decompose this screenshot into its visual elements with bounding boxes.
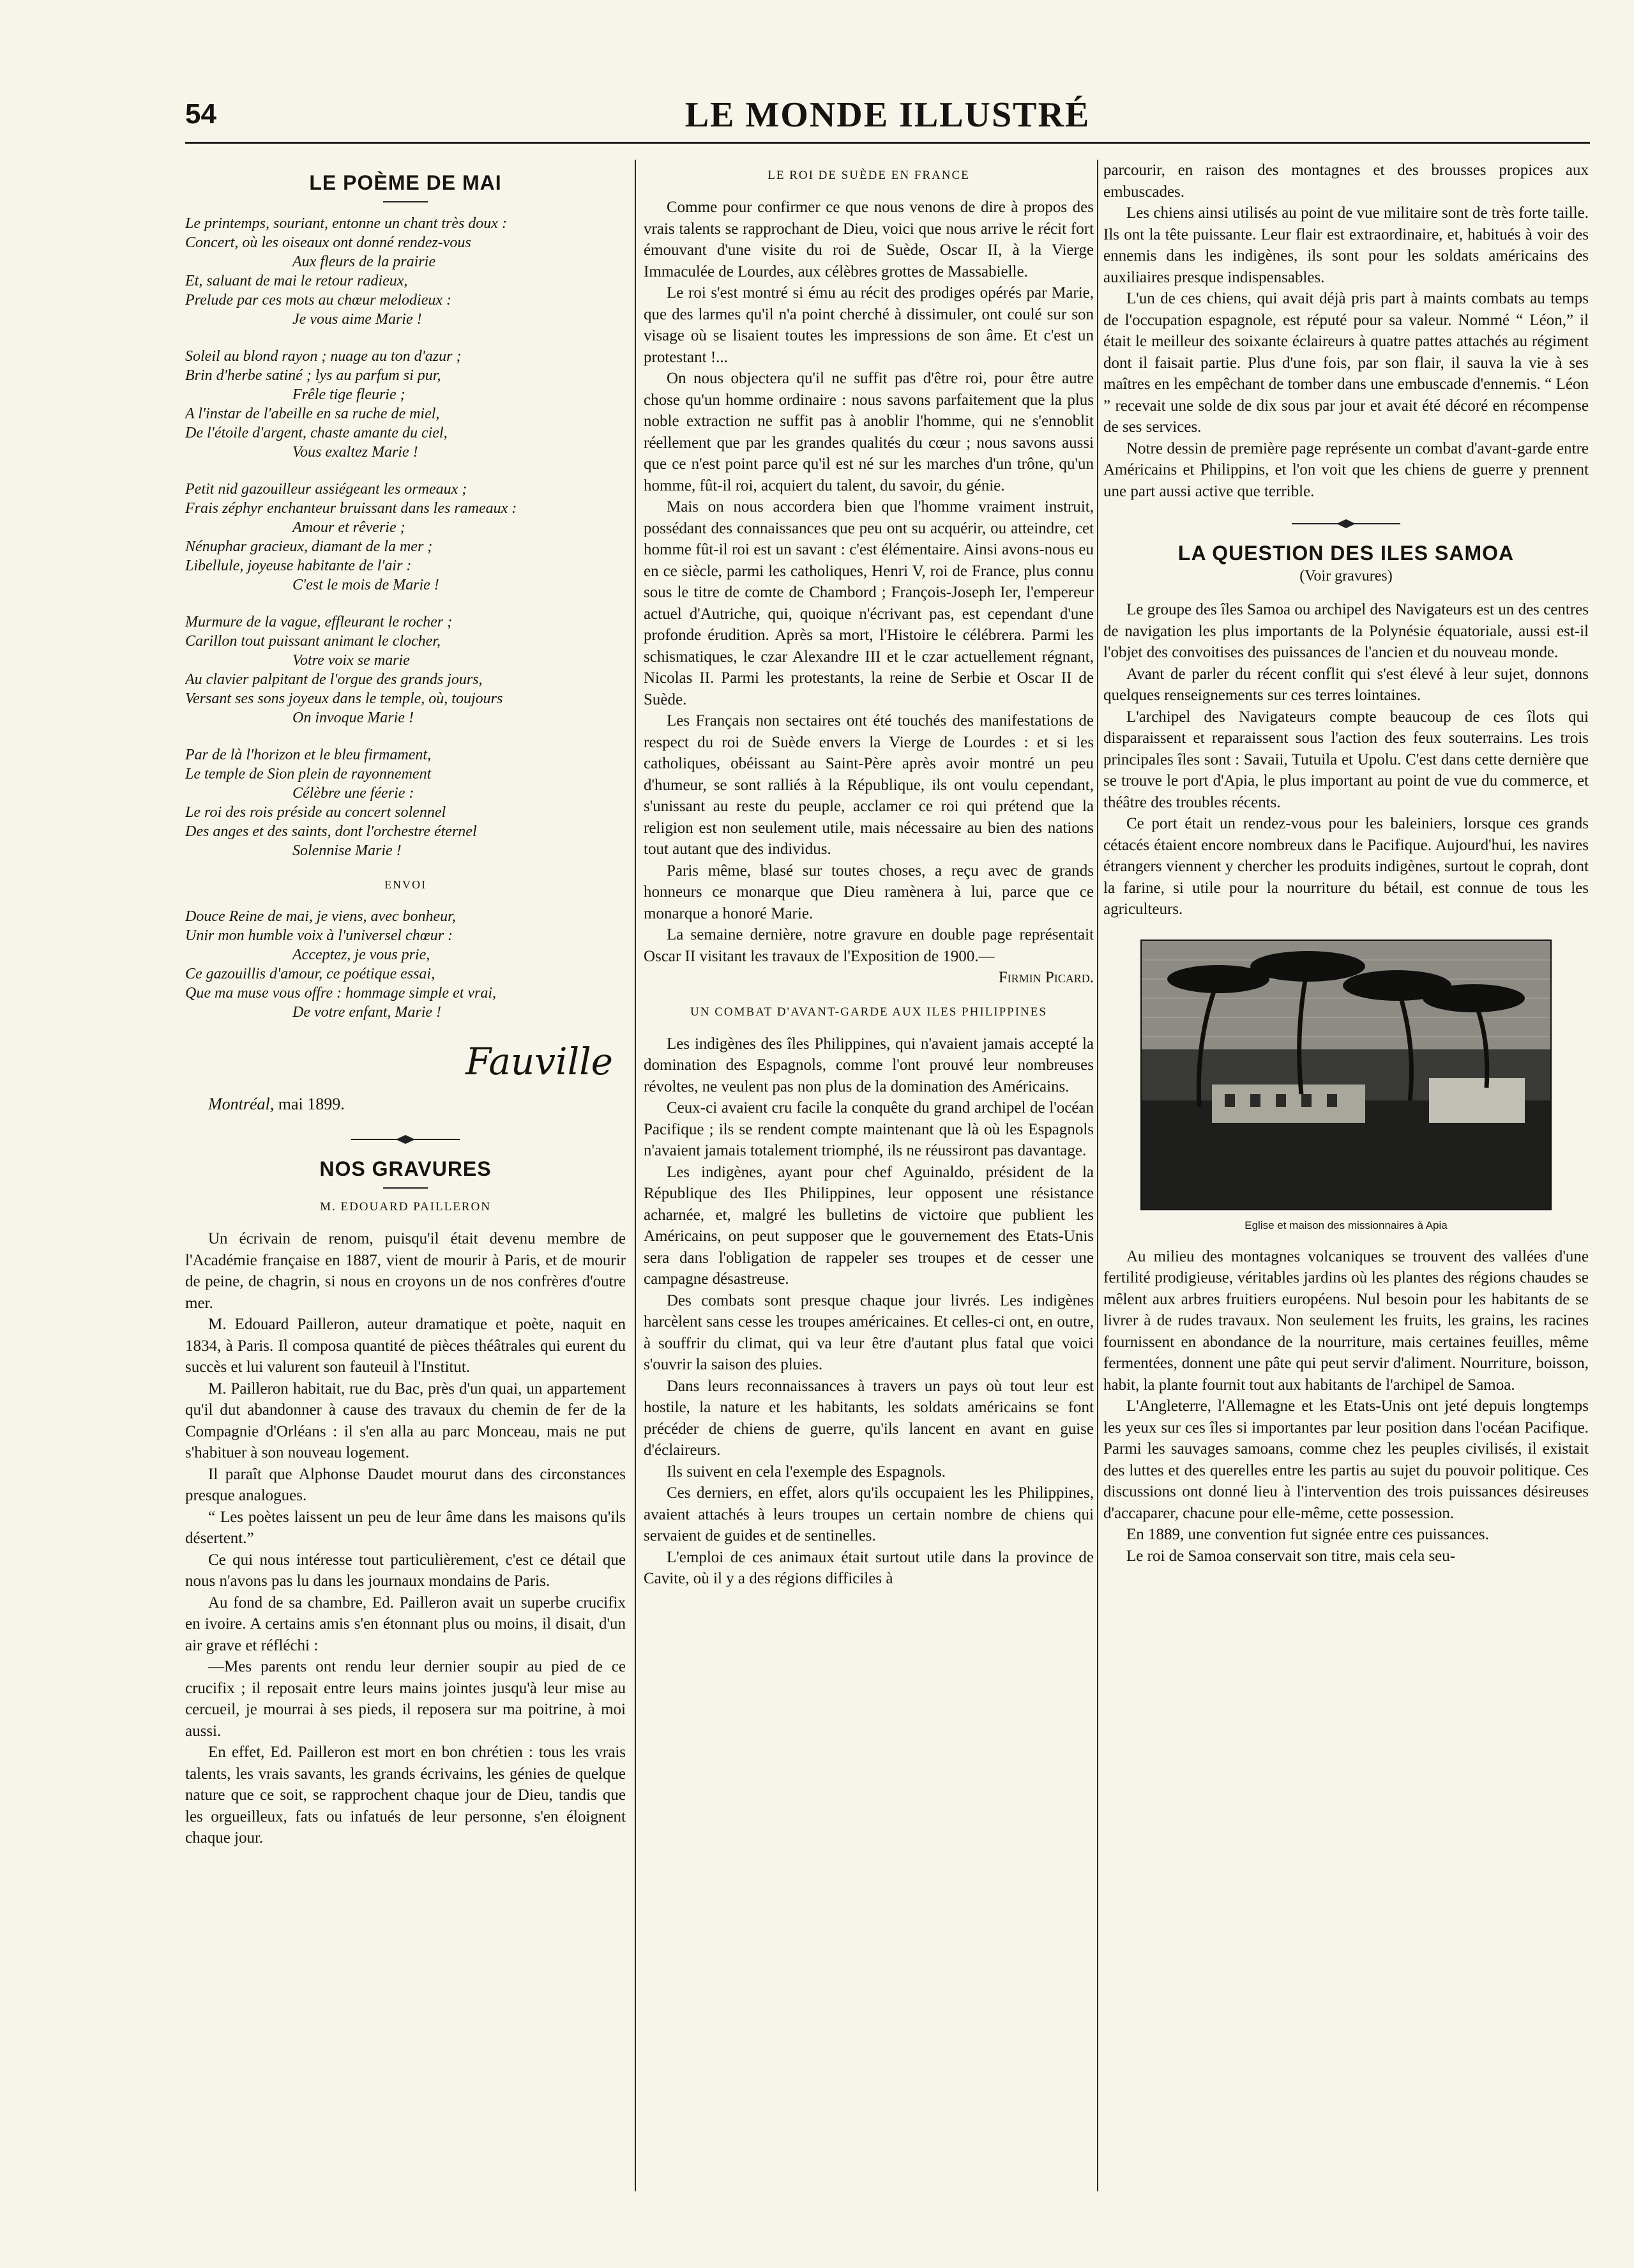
poem-line: Célèbre une féerie : (292, 785, 414, 802)
poem-line: Douce Reine de mai, je viens, avec bonheur, (185, 908, 456, 925)
paragraph: La semaine dernière, notre gravure en double page représentait Oscar II visitant les travaux de l'Exposition de 1900.— (644, 926, 1094, 965)
poem-line: Au clavier palpitant de l'orgue des grands jours, (185, 671, 483, 688)
envoi-label: ENVOI (384, 878, 427, 891)
article-body (644, 1033, 1094, 1590)
poem-line: Amour et rêverie ; (292, 519, 405, 536)
image-caption: Eglise et maison des missionnaires à Apia (1244, 1219, 1448, 1231)
journal-title: LE MONDE ILLUSTRÉ (685, 95, 1091, 135)
poem-stanza (185, 613, 626, 727)
poem-stanza (185, 480, 626, 595)
dateline-date: mai 1899. (278, 1095, 345, 1113)
paragraph: Ils suivent en cela l'exemple des Espagnols. (667, 1463, 946, 1480)
paragraph: En 1889, une convention fut signée entre ces puissances. (1126, 1526, 1489, 1543)
poem-line: Libellule, joyeuse habitante de l'air : (185, 558, 412, 574)
poem-line: Versant ses sons joyeux dans le temple, où, toujours (185, 690, 503, 707)
paragraph: En effet, Ed. Pailleron est mort en bon chrétien : tous les vrais talents, les vrais savants, les grands écrivains, les génies de quelque nature que ce soit, se rapprochent chaque jour de Dieu, tandis que les orgueilleux, fats ou infatués de leur personne, s'en éloignent chaque jour. (185, 1744, 626, 1846)
paragraph: Les indigènes, ayant pour chef Aguinaldo, président de la République des Iles Philippines, leur opposent une résistance acharnée, et, malgré les bulletins de victoire que publient les Américains, on peut supposer que le gouvernement des Etats-Unis sera dans l'obligation de rappeler ses troupes et de cesser une campagne désastreuse. (644, 1163, 1094, 1288)
poem-line: De votre enfant, Marie ! (292, 1004, 442, 1021)
author-signature: Fauville (465, 1040, 613, 1083)
article-subtitle: LE ROI DE SUÈDE EN FRANCE (768, 169, 970, 182)
article-body (644, 197, 1094, 989)
poem-stanza (185, 745, 626, 860)
poem-line: Murmure de la vague, effleurant le rocher ; (185, 614, 453, 630)
article-subtitle: UN COMBAT D'AVANT-GARDE AUX ILES PHILIPPINES (690, 1005, 1047, 1019)
paragraph: Ces derniers, en effet, alors qu'ils occupaient les les Philippines, avaient attachés à leurs troupes un certain nombre de chiens qui servaient de guides et de sentinelles. (644, 1484, 1094, 1544)
poem-line: Votre voix se marie (292, 652, 410, 669)
paragraph: Au fond de sa chambre, Ed. Pailleron avait un superbe crucifix en ivoire. A certains amis s'en étonnant plus ou moins, il disait, d'un air grave et réfléchi : (185, 1594, 626, 1654)
article-body (185, 1228, 626, 1849)
column-1 (185, 160, 626, 2198)
paragraph: Au milieu des montagnes volcaniques se trouvent des vallées d'une fertilité prodigieuse, véritables jardins où les plantes des régions chaudes se mêlent aux arbres fruitiers européens. Nul besoin pour les habitants de se livrer à de rudes travaux. Non seulement les fruits, les grains, les racines fournissent en abondance de la nourriture, mais certaines feuilles, même fermentées, donnent une pâte qui peut servir d'aliment. Nourriture, boisson, habit, la plante fournit tout aux habitants de l'archipel de Samoa. (1103, 1247, 1589, 1394)
article-subtitle: (Voir gravures) (1299, 568, 1393, 584)
paragraph: Dans leurs reconnaissances à travers un pays où tout leur est hostile, la nature et les habitants, les soldats américains se font précéder de chiens de guerre, qu'ils lancent en avant en guise d'éclaireurs. (644, 1377, 1094, 1459)
author-credit: Firmin Picard. (998, 969, 1094, 986)
paragraph: Le roi de Samoa conservait son titre, mais cela seu- (1126, 1547, 1456, 1565)
ornament-divider (1292, 517, 1400, 530)
paragraph: Les chiens ainsi utilisés au point de vue militaire sont de très forte taille. Ils ont la tête puissante. Leur flair est extraordinaire, et, habitués à voir des ennemis dans les indigènes, ils sont pour les soldats américains des auxiliaires presque indispensables. (1103, 204, 1589, 286)
paragraph: Mais on nous accordera bien que l'homme vraiment instruit, possédant des connaissances que peu ont su acquérir, ou atteindre, cet homme fût-il roi est un savant : c'est élémentaire. Ainsi avons-nous eu en ce siècle, parmi les catholiques, Henri V, roi de France, plus connu sous le titre de comte de Chambord ; François-Joseph Ier, l'empereur actuel d'Autriche, qui, quoique n'écrivant pas, est cependant d'une profonde érudition. Après sa mort, l'Histoire le célébrera. Parmi les schismatiques, le czar Alexandre III et le czar actuellement régnant, Nicolas II. Parmi les protestants, la reine de Serbie et Oscar II de Suède. (644, 498, 1094, 708)
article-body (1103, 1246, 1589, 1567)
paragraph: Ce port était un rendez-vous pour les baleiniers, lorsque ces grands cétacés étaient encore nombreux dans le Pacifique. Aujourd'hui, les navires étrangers viennent y chercher les produits indigènes, surtout le coprah, dont la farine, si utile pour la nourriture du bétail, est connue de tous les agriculteurs. (1103, 815, 1589, 918)
poem-line: Des anges et des saints, dont l'orchestre éternel (185, 823, 477, 840)
poem-line: On invoque Marie ! (292, 710, 414, 726)
poem-line: C'est le mois de Marie ! (292, 577, 439, 593)
paragraph: L'archipel des Navigateurs compte beaucoup de ces îlots qui disparaissent et reparaissent sous l'action des feux souterrains. Les trois principales îles sont : Savaii, Tutuila et Upolu. C'est dans cette dernière que se trouve le port d'Apia, le plus important au point de vue du commerce, et théâtre des troubles récents. (1103, 708, 1589, 811)
envoi-stanza (185, 907, 626, 1022)
column-3 (1103, 160, 1589, 2198)
poem-line: Aux fleurs de la prairie (292, 254, 435, 270)
page-number: 54 (185, 98, 216, 130)
poem-line: Par de là l'horizon et le bleu firmament, (185, 747, 432, 763)
poem-stanzas (185, 214, 626, 860)
paragraph: Comme pour confirmer ce que nous venons de dire à propos des vrais talents se rapprochant de Dieu, voici que nous arrive le récit fort émouvant d'une visite du roi de Suède, Oscar II, à la Vierge Immaculée de Lourdes, aux célèbres grottes de Massabielle. (644, 199, 1094, 280)
poem-title: LE POÈME DE MAI (309, 171, 502, 194)
column-divider (1097, 160, 1098, 2191)
ornament-divider (351, 1133, 460, 1146)
poem-line: Et, saluant de mai le retour radieux, (185, 273, 408, 289)
page-header (185, 96, 1590, 144)
article-subtitle: M. EDOUARD PAILLERON (320, 1200, 491, 1214)
paragraph: —Mes parents ont rendu leur dernier soupir au pied de ce crucifix ; il reposait entre leurs mains jointes jusqu'à leur mise au cercueil, je mourrai à ses pieds, il reposera sur ma poitrine, à moi aussi. (185, 1658, 626, 1740)
paragraph: Des combats sont presque chaque jour livrés. Les indigènes harcèlent sans cesse les troupes américaines. Et celles-ci ont, en outre, à souffrir du climat, qui va leur être d'autant plus fatal que voici s'ouvrir la saison des pluies. (644, 1291, 1094, 1373)
poem-line: Solennise Marie ! (292, 842, 402, 859)
poem-stanza (185, 347, 626, 462)
poem-line: Ce gazouillis d'amour, ce poétique essai, (185, 966, 435, 982)
poem-line: De l'étoile d'argent, chaste amante du ciel, (185, 425, 448, 441)
poem-line: Frêle tige fleurie ; (292, 386, 405, 403)
poem-line: Soleil au blond rayon ; nuage au ton d'azur ; (185, 348, 462, 365)
paragraph: Le groupe des îles Samoa ou archipel des Navigateurs est un des centres de navigation les plus importants de la Polynésie équatoriale, aussi est-il l'objet des convoitises des puissances de l'ancien et du nouveau monde. (1103, 601, 1589, 661)
article-body (1103, 160, 1589, 502)
poem-line: Acceptez, je vous prie, (292, 947, 430, 963)
poem-line: Vous exaltez Marie ! (292, 444, 418, 460)
engraving-apia-mission (1140, 940, 1552, 1210)
author-line (644, 967, 1094, 989)
paragraph: M. Pailleron habitait, rue du Bac, près d'un quai, un appartement qu'il dut abandonner à cause des travaux du chemin de fer de la Compagnie d'Orléans : il s'en alla au parc Monceau, mais ne put s'habituer à son nouveau logement. (185, 1380, 626, 1461)
paragraph: Avant de parler du récent conflit qui s'est élevé à leur sujet, donnons quelques renseignements sur ces terres lointaines. (1103, 665, 1589, 704)
paragraph: L'Angleterre, l'Allemagne et les Etats-Unis ont jeté depuis longtemps les yeux sur ces îles si importantes par leur position dans l'océan Pacifique. Parmi les sauvages samoans, comme chez les peuples civilisés, il existait des luttes et des querelles entre les partis au sujet du pouvoir politique. Ces discussions ont donné lieu à l'intervention des trois puissances désireuses d'accaparer, chacune pour elle-même, cette possession. (1103, 1397, 1589, 1522)
poem-line: Le printemps, souriant, entonne un chant très doux : (185, 215, 507, 232)
poem-line: Petit nid gazouilleur assiégeant les ormeaux ; (185, 481, 467, 498)
title-rule (383, 201, 428, 202)
section-title-nos-gravures: NOS GRAVURES (319, 1157, 492, 1180)
poem-line: Unir mon humble voix à l'universel chœur : (185, 927, 453, 944)
poem-line: Nénuphar gracieux, diamant de la mer ; (185, 538, 433, 555)
poem-line: Le temple de Sion plein de rayonnement (185, 766, 432, 782)
paragraph: Notre dessin de première page représente un combat d'avant-garde entre Américains et Philippins, et l'on voit que les chiens de guerre y prennent une part aussi active que terrible. (1103, 439, 1589, 500)
paragraph: Les indigènes des îles Philippines, qui n'avaient jamais accepté la domination des Espagnols, comme l'ont prouvé leur nombreuses révoltes, ne veulent pas non plus de la domination des Américains. (644, 1035, 1094, 1095)
poem-line: Prelude par ces mots au chœur melodieux : (185, 292, 452, 308)
poem-line: Carillon tout puissant animant le clocher, (185, 633, 441, 650)
dateline-place: Montréal, (208, 1095, 275, 1113)
paragraph: L'un de ces chiens, qui avait déjà pris part à maints combats au temps de l'occupation espagnole, est réputé pour sa valeur. Nommé “ Léon,” il était le meilleur des soixante éclaireurs à quatre pattes attachés au régiment dont il faisait partie. Plus d'une fois, par son flair, il sauva la vie à ses maîtres en les empêchant de tomber dans une embuscade d'ennemis. “ Léon ” recevait une solde de dix sous par jour et avait été décoré en récompense de ses services. (1103, 290, 1589, 436)
paragraph: M. Edouard Pailleron, auteur dramatique et poète, naquit en 1834, à Paris. Il composa quantité de pièces théâtrales qui eurent du succès et lui valurent son fauteuil à l'Institut. (185, 1316, 626, 1376)
article-body (1103, 599, 1589, 920)
column-divider (635, 160, 636, 2191)
poem-line: Brin d'herbe satiné ; lys au parfum si pur, (185, 367, 441, 384)
paragraph: Les Français non sectaires ont été touchés des manifestations de respect du roi de Suède envers la Vierge de Lourdes : et si les catholiques, obéissant au Saint-Père après avoir montré un peu d'humeur, se sont ralliés à la République, ils ont voulu cependant, s'unissant au reste du peuple, acclamer ce roi qui prétend que la religion est non seulement utile, mais nécessaire au bien des nations tout autant que des individus. (644, 712, 1094, 858)
poem-line: Que ma muse vous offre : hommage simple et vrai, (185, 985, 497, 1001)
paragraph: On nous objectera qu'il ne suffit pas d'être roi, pour être autre chose qu'un homme ordinaire : nous savons parfaitement que la plus noble extraction ne suffit pas à anoblir l'homme, qui ne s'ennoblit réellement que par les grandes qualités du cœur ; nous savons aussi que ce n'est point parce qu'il est né sur les marches d'un trône, qu'un homme, fût-il roi, acquiert du talent, du savoir, du génie. (644, 370, 1094, 494)
column-2 (644, 160, 1094, 2198)
poem-line: Je vous aime Marie ! (292, 311, 422, 328)
paragraph: Ceux-ci avaient cru facile la conquête du grand archipel de l'océan Pacifique ; ils se rendent compte maintenant que là où les Espagnols n'avaient jamais totalement triomphé, ils ne réussiront pas davantage. (644, 1099, 1094, 1159)
paragraph: Paris même, blasé sur toutes choses, a reçu avec de grands honneurs ce monarque que Dieu ramènera à lui, parce que ce monarque a honoré Marie. (644, 862, 1094, 922)
poem-stanza (185, 214, 626, 329)
paragraph: Il paraît que Alphonse Daudet mourut dans des circonstances presque analogues. (185, 1465, 626, 1504)
paragraph: Le roi s'est montré si ému au récit des prodiges opérés par Marie, que des larmes qu'il n'a point cherché à dissimuler, ont coulé sur son visage où se lisaient toutes les impressions de son âme. Et c'est un protestant !... (644, 284, 1094, 366)
poem-line: A l'instar de l'abeille en sa ruche de miel, (185, 406, 440, 422)
poem-line: Concert, où les oiseaux ont donné rendez-vous (185, 234, 471, 251)
poem-line: Le roi des rois préside au concert solennel (185, 804, 446, 821)
paragraph: Ce qui nous intéresse tout particulièrement, c'est ce détail que nous n'avons pas lu dans les journaux mondains de Paris. (185, 1551, 626, 1590)
title-rule (383, 1187, 428, 1189)
paragraph: L'emploi de ces animaux était surtout utile dans la province de Cavite, où il y a des régions difficiles à (644, 1548, 1094, 1587)
section-title-samoa: LA QUESTION DES ILES SAMOA (1177, 542, 1515, 565)
dateline (208, 1095, 626, 1114)
paragraph: “ Les poètes laissent un peu de leur âme dans les maisons qu'ils désertent.” (185, 1508, 626, 1547)
paragraph: Un écrivain de renom, puisqu'il était devenu membre de l'Académie française en 1887, vient de mourir à Paris, et de mourir de peine, de chagrin, si nous en croyons un de nos confrères d'outre mer. (185, 1230, 626, 1312)
paragraph: parcourir, en raison des montagnes et des brousses propices aux embuscades. (1103, 162, 1589, 201)
poem-line: Frais zéphyr enchanteur bruissant dans les rameaux : (185, 500, 517, 517)
